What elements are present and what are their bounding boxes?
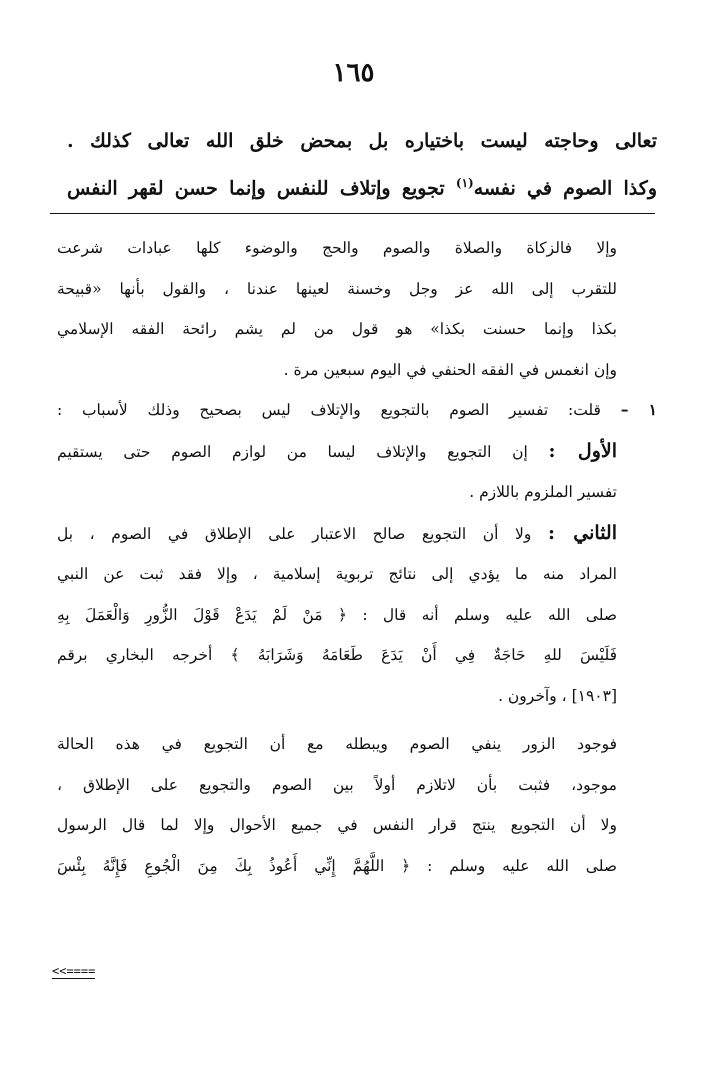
footnote-separator <box>50 213 655 214</box>
main-text-line <box>67 162 657 209</box>
footnotes <box>57 228 657 886</box>
footnote-text: قلت: تفسير الصوم بالتجويع والإتلاف ليس بصحيح وذلك لأسباب : <box>57 401 601 419</box>
footnote-line: صلى الله عليه وسلم أنه قال : ﴿ مَنْ لَمْ يَدَعْ قَوْلَ الزُّورِ وَالْعَمَلَ بِهِ <box>57 605 617 624</box>
second-reason-label: الثاني : <box>547 521 617 544</box>
footnote-line: فَلَيْسَ للهِ حَاجَةٌ فِي أَنْ يَدَعَ طَعَامَهُ وَشَرَابَهُ ﴾ أخرجه البخاري برقم <box>57 646 617 664</box>
main-text <box>67 120 657 209</box>
footnote-text: إن التجويع والإتلاف ليسا من لوازم الصوم حتى يستقيم <box>57 442 528 461</box>
footnote-line: المراد منه ما يؤدي إلى نتائج تربوية إسلامية ، وإلا فقد ثبت عن النبي <box>57 565 617 583</box>
footnote-line: صلى الله عليه وسلم : ﴿ اللَّهُمَّ إِنِّي أَعُوذُ بِكَ مِنَ الْجُوعِ فَإِنَّهُ بِئْسَ <box>57 856 617 875</box>
footnote-number: ١ – <box>620 400 657 419</box>
main-text-line: تعالى وحاجته ليست باختياره بل بمحض خلق الله تعالى كذلك . <box>67 130 657 152</box>
footnote-line: للتقرب إلى الله عز وجل وخسنة لعينها عندنا ، والقول بأنها «قبيحة <box>57 279 617 298</box>
footnote-line: موجود، فثبت بأن لاتلازم أولاً بين الصوم والتجويع على الإطلاق ، <box>57 775 617 794</box>
footnote-line <box>57 513 657 555</box>
footnote-line <box>57 431 657 473</box>
first-reason-label: الأول : <box>548 439 617 462</box>
continuation-arrow: <<==== <box>52 964 96 978</box>
page-number: ١٦٥ <box>332 58 375 88</box>
footnote-line: [١٩٠٣] ، وآخرون . <box>498 686 617 705</box>
footnote-line: فوجود الزور ينفي الصوم ويبطله مع أن التجويع في هذه الحالة <box>57 735 617 753</box>
footnote-text: ولا أن التجويع صالح الاعتبار على الإطلاق في الصوم ، بل <box>57 524 532 543</box>
footnote-line: بكذا وإنما حسنت بكذا» هو قول من لم يشم رائحة الفقه الإسلامي <box>57 320 617 338</box>
footnote-line: وإن انغمس في الفقه الحنفي في اليوم سبعين مرة . <box>283 360 617 379</box>
main-text-segment: تجويع وإتلاف للنفس وإنما حسن لقهر النفس <box>67 177 456 200</box>
footnote-line: ولا أن التجويع ينتج قرار النفس في جميع الأحوال وإلا لما قال الرسول <box>57 816 617 834</box>
footnote-line: وإلا فالزكاة والصلاة والصوم والحج والوضوء كلها عبادات شرعت <box>57 239 617 257</box>
main-text-segment: وكذا الصوم في نفسه <box>473 177 657 200</box>
footnote-line: تفسير الملزوم باللازم . <box>469 483 617 501</box>
footnote-line <box>57 390 657 431</box>
footnote-reference: (١) <box>455 176 474 190</box>
